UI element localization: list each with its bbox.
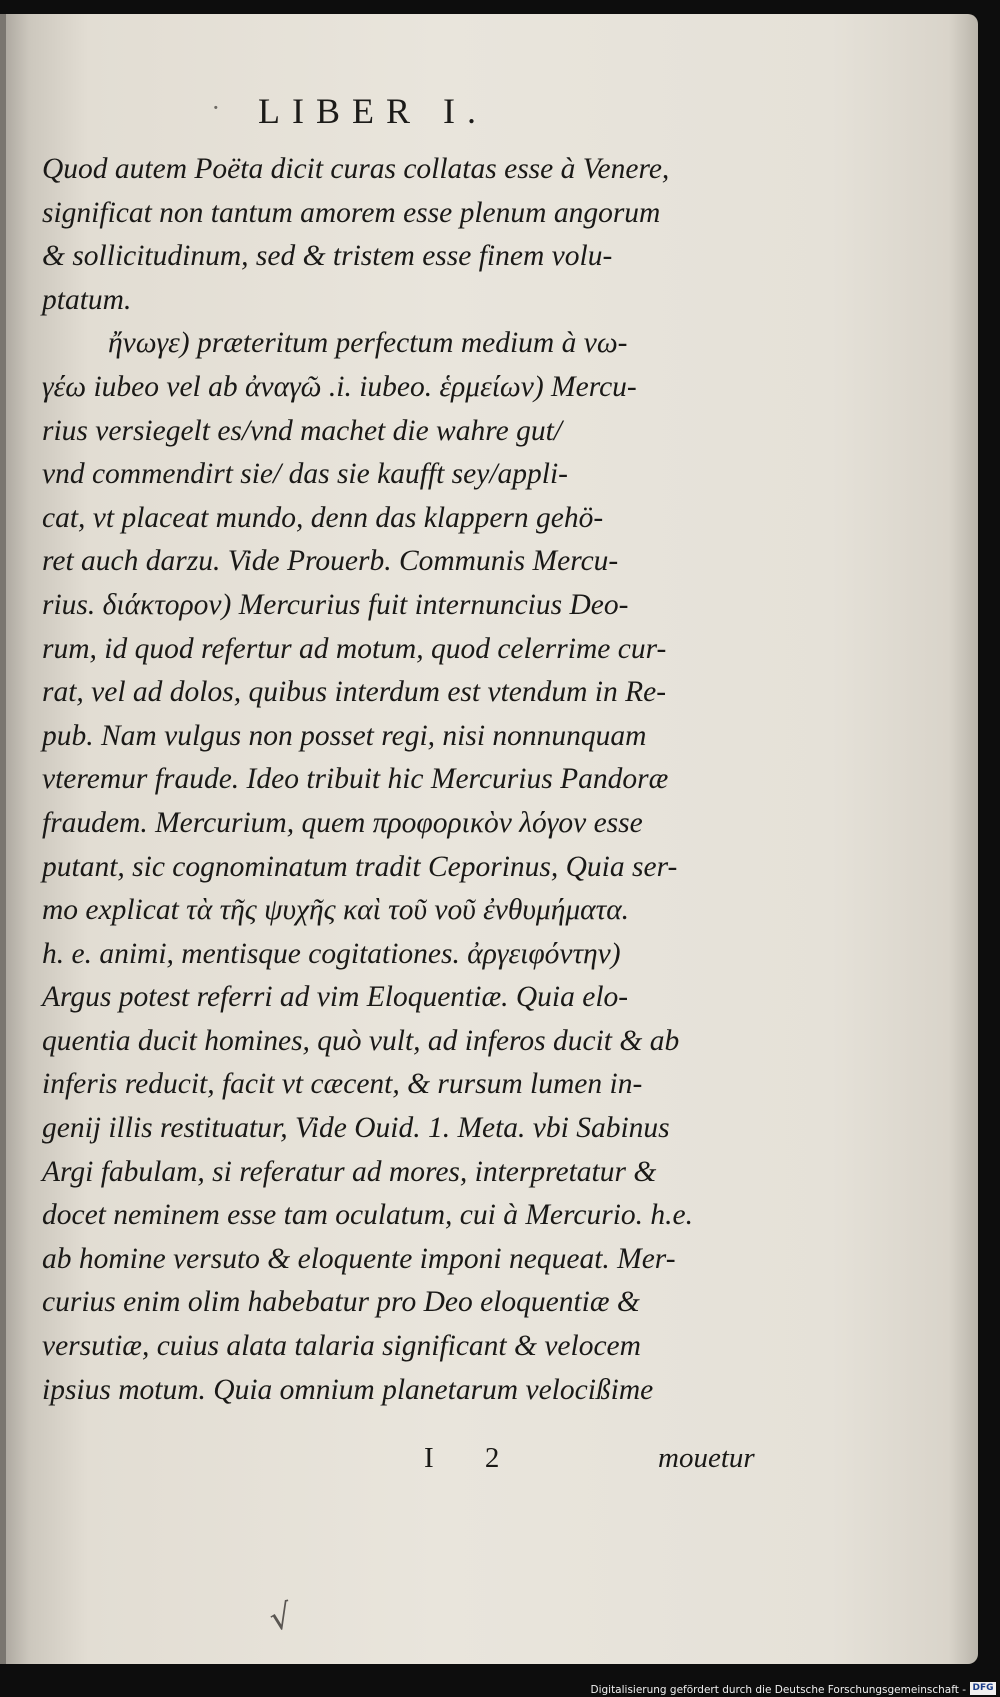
text-line: ipsius motum. Quia omnium planetarum velocißime [42,1373,654,1406]
running-head: LIBER I. [258,91,488,131]
text-line: rius. διάκτορον) Mercurius fuit internuncius Deo- [42,588,629,621]
text-line: fraudem. Mercurium, quem προφορικὸν λόγον esse [42,806,643,839]
text-line: rius versiegelt es/vnd machet die wahre gut/ [42,414,562,447]
catchword: mouetur [658,1442,755,1474]
text-line: cat, vt placeat mundo, denn das klappern gehö- [42,501,604,534]
text-line: Argus potest referri ad vim Eloquentiæ. Quia elo- [42,981,629,1014]
text-line: h. e. animi, mentisque cogitationes. ἀργειφόντην) [42,937,621,970]
text-line: curius enim olim habebatur pro Deo eloquentiæ & [42,1286,640,1319]
text-line: rat, vel ad dolos, quibus interdum est vtendum in Re- [42,676,667,709]
body-text [42,148,782,1412]
page-speck: · [212,94,220,122]
text-line: Quod autem Poëta dicit curas collatas esse à Venere, [42,153,670,185]
dfg-logo: DFG [970,1682,996,1695]
text-line: mo explicat τὰ τῆς ψυχῆς καὶ τοῦ νοῦ ἐνθυμήματα. [42,894,630,927]
text-line: pub. Nam vulgus non posset regi, nisi nonnunquam [42,719,647,752]
text-line: inferis reducit, facit vt cæcent, & rursum lumen in- [42,1068,643,1101]
text-line: Argi fabulam, si referatur ad mores, interpretatur & [42,1155,657,1188]
signature-mark: I 2 [424,1442,522,1474]
text-line: γέω iubeo vel ab ἀναγῶ .i. iubeo. ἑρμείων) Mercu- [42,370,637,403]
page-footer [0,1442,978,1482]
text-line: quentia ducit homines, quò vult, ad inferos ducit & ab [42,1024,680,1057]
text-line: ptatum. [42,283,132,316]
digitization-credit: Digitalisierung gefördert durch die Deutsche Forschungsgemeinschaft - [590,1684,966,1696]
text-line: significat non tantum amorem esse plenum angorum [42,196,661,229]
text-line: versutiæ, cuius alata talaria significant & velocem [42,1330,641,1363]
pencil-mark: √ [266,1596,296,1640]
text-line: vnd commendirt sie/ das sie kaufft sey/appli- [42,458,568,491]
text-line: ἤνωγε) præteritum perfectum medium à νω- [108,327,628,360]
text-line: ab homine versuto & eloquente imponi nequeat. Mer- [42,1242,676,1275]
text-line: genij illis restituatur, Vide Ouid. 1. Meta. vbi Sabinus [42,1112,670,1145]
text-line: rum, id quod refertur ad motum, quod celerrime cur- [42,632,667,665]
text-line: putant, sic cognominatum tradit Ceporinus, Quia ser- [42,850,678,883]
text-line: & sollicitudinum, sed & tristem esse finem volu- [42,240,613,273]
text-line: docet neminem esse tam oculatum, cui à Mercurio. h.e. [42,1199,694,1232]
text-line: ret auch darzu. Vide Prouerb. Communis Mercu- [42,545,619,578]
text-line: vteremur fraude. Ideo tribuit hic Mercurius Pandoræ [42,763,669,796]
page-edge [0,14,6,1664]
